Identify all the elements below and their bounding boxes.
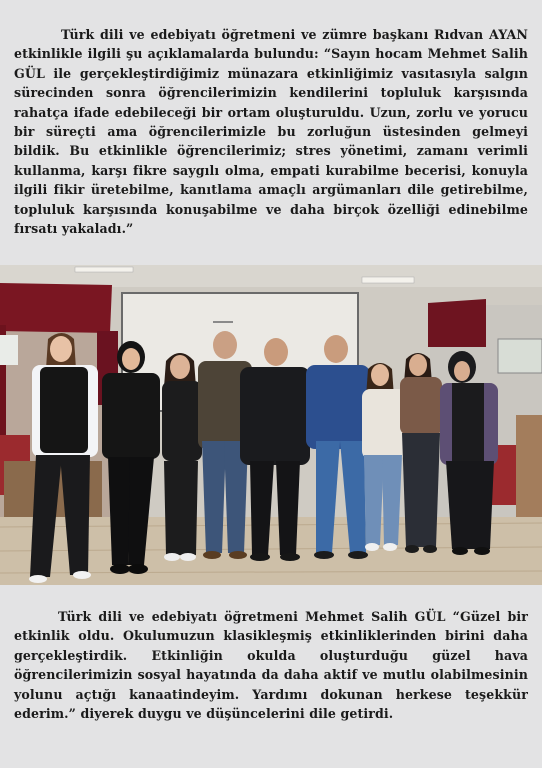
paragraph-2-lead: Türk dili ve edebiyatı öğretmeni Mehmet Salih GÜL — [58, 609, 446, 624]
paragraph-1-body: etkinlikle ilgili şu açıklamalarda bulundu: “Sayın hocam Mehmet Salih GÜL ile gerçekleştirdiğimiz münazara etkinliğimiz vasıtasıyla salgın sürecinden sonra öğrencilerimizin kendilerini topluluk karşısında rahatça ifade edebileceği bir ortam oluşturuldu. Uzun, zorlu ve yorucu bir süreçti ama öğrencilerimizle bu zorluğun üstesinden gelmeyi bildik. Bu etkinlikle öğrencilerimiz; stres yönetimi, zamanı verimli kullanma, karşı fikre saygılı olma, empati kurabilme becerisi, konuyla ilgili fikir üretebilme, kanıtlama amaçlı argümanları dile getirebilme, topluluk karşısında konuşabilme ve daha birçok özelliği edinebilme fırsatı yakaladı.” — [14, 46, 528, 237]
article-paragraph-1 — [14, 25, 528, 238]
paragraph-2-body: “Güzel bir etkinlik oldu. Okulumuzun klasikleşmiş etkinliklerinden birini daha gerçekleştirdik. Etkinliğin okulda oluşturduğu güzel hava öğrencilerimizin sosyal hayatında da daha aktif ve mutlu olabilmesinin yolunu açtığı kanaatindeyim. Yardımı dokunan herkese teşekkür ederim.” diyerek duygu ve düşüncelerini dile getirdi. — [14, 609, 528, 722]
group-photo — [0, 265, 542, 585]
article-paragraph-2 — [14, 607, 528, 723]
paragraph-1-lead: Türk dili ve edebiyatı öğretmeni ve zümre başkanı Rıdvan AYAN — [61, 27, 528, 42]
